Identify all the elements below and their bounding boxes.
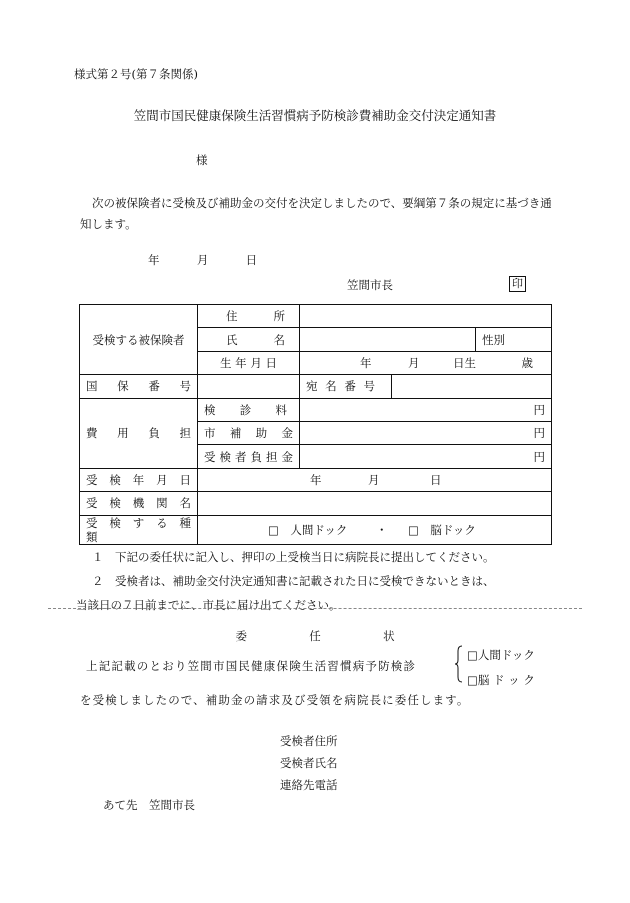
note-1: １ 下記の委任状に記入し、押印の上受検当日に病院長に提出してください。: [92, 550, 495, 564]
note-2-continued: 当該日の７日前までに、市長に届け出てください。: [76, 598, 341, 612]
mayor-label: 笠間市長: [347, 278, 393, 292]
delegation-ningen-dock-checkbox[interactable]: □人間ドック: [467, 648, 535, 662]
exam-type-brain-dock-checkbox[interactable]: □ 脳ドック: [408, 522, 476, 537]
table-row: [80, 305, 552, 328]
delegation-text-line2: を受検しましたので、補助金の請求及び受領を病院長に委任します。: [80, 693, 470, 707]
addressee-suffix: 様: [196, 153, 208, 167]
self-pay-field[interactable]: [300, 445, 552, 468]
delegation-text-line1: 上記記載のとおり笠間市国民健康保険生活習慣病予防検診: [86, 659, 417, 673]
note-2: ２ 受検者は、補助金交付決定通知書に記載された日に受検できないときは、: [92, 574, 495, 588]
name-field[interactable]: [300, 328, 476, 351]
delegation-brain-dock-checkbox[interactable]: □脳 ド ッ ク: [467, 673, 535, 687]
yen-unit: 円: [533, 449, 546, 464]
yen-unit: 円: [533, 426, 546, 441]
delegation-title-char: 委: [235, 629, 247, 643]
table-row: [80, 468, 552, 491]
document-title: 笠間市国民健康保険生活習慣病予防検診費補助金交付決定通知書: [133, 108, 497, 123]
seal-mark: 印: [509, 276, 526, 292]
exam-date-field[interactable]: [198, 468, 552, 491]
gender-label: 性別: [476, 328, 552, 351]
form-number: 様式第２号(第７条関係): [74, 67, 198, 81]
signer-address-label: 受検者住所: [280, 734, 338, 748]
name-label: 氏 名: [226, 332, 285, 347]
address-field[interactable]: [300, 305, 552, 328]
date-month-unit: 月: [196, 253, 209, 267]
self-pay-label: 受検者負担金: [204, 449, 293, 464]
exam-fee-label: 検 診 料: [204, 402, 287, 417]
city-subsidy-label: 市 補 助 金: [204, 426, 293, 441]
birth-label: 生 年 月 日: [198, 351, 300, 374]
date-day-unit: 日: [245, 253, 258, 267]
intro-paragraph: 次の被保険者に受検及び補助金の交付を決定しましたので、要綱第７条の規定に基づき通知します。: [80, 196, 552, 231]
notification-table: [79, 304, 552, 545]
insured-label: 受検する被保険者: [80, 305, 198, 375]
exam-day-unit: 日: [430, 472, 442, 487]
curly-brace-icon: [455, 645, 463, 683]
recipient-label: あて先 笠間市長: [103, 798, 195, 812]
yen-unit: 円: [533, 402, 546, 417]
issue-date: [148, 252, 257, 268]
exam-fee-field[interactable]: [300, 398, 552, 421]
kokuho-number-label: 国 保 番 号: [86, 379, 191, 394]
exam-month-unit: 月: [368, 472, 380, 487]
table-row: [80, 515, 552, 544]
notes: [76, 545, 495, 617]
table-row: [80, 375, 552, 398]
table-row: [80, 492, 552, 515]
date-year-unit: 年: [148, 253, 160, 267]
atena-number-field[interactable]: [392, 375, 552, 398]
delegation-title-char: 任: [309, 629, 321, 643]
institution-field[interactable]: [198, 492, 552, 515]
birth-field[interactable]: [300, 351, 552, 374]
exam-date-label: 受 検 年 月 日: [86, 472, 191, 487]
birth-day-unit: 日生: [453, 355, 476, 370]
exam-type-label: 受 検 す る 種 類: [86, 515, 203, 544]
exam-year-unit: 年: [310, 472, 322, 487]
signer-name-label: 受検者氏名: [280, 756, 338, 770]
birth-month-unit: 月: [408, 355, 420, 370]
institution-label: 受 検 機 関 名: [86, 496, 191, 511]
birth-year-unit: 年: [360, 355, 372, 370]
atena-number-label: 宛 名 番 号: [306, 379, 375, 394]
cost-label: 費 用 負 担: [86, 426, 191, 441]
signer-phone-label: 連絡先電話: [280, 778, 338, 792]
delegation-title-char: 状: [383, 629, 395, 643]
kokuho-number-field[interactable]: [198, 375, 300, 398]
exam-type-separator: ・: [376, 522, 388, 537]
exam-type-ningen-dock-checkbox[interactable]: □ 人間ドック: [268, 522, 348, 537]
address-label: 住 所: [226, 309, 285, 324]
age-unit: 歳: [521, 355, 534, 370]
exam-type-field: [198, 515, 552, 544]
table-row: [80, 398, 552, 421]
city-subsidy-field[interactable]: [300, 421, 552, 444]
cut-line-divider: [48, 608, 582, 609]
delegation-title: [0, 628, 630, 644]
